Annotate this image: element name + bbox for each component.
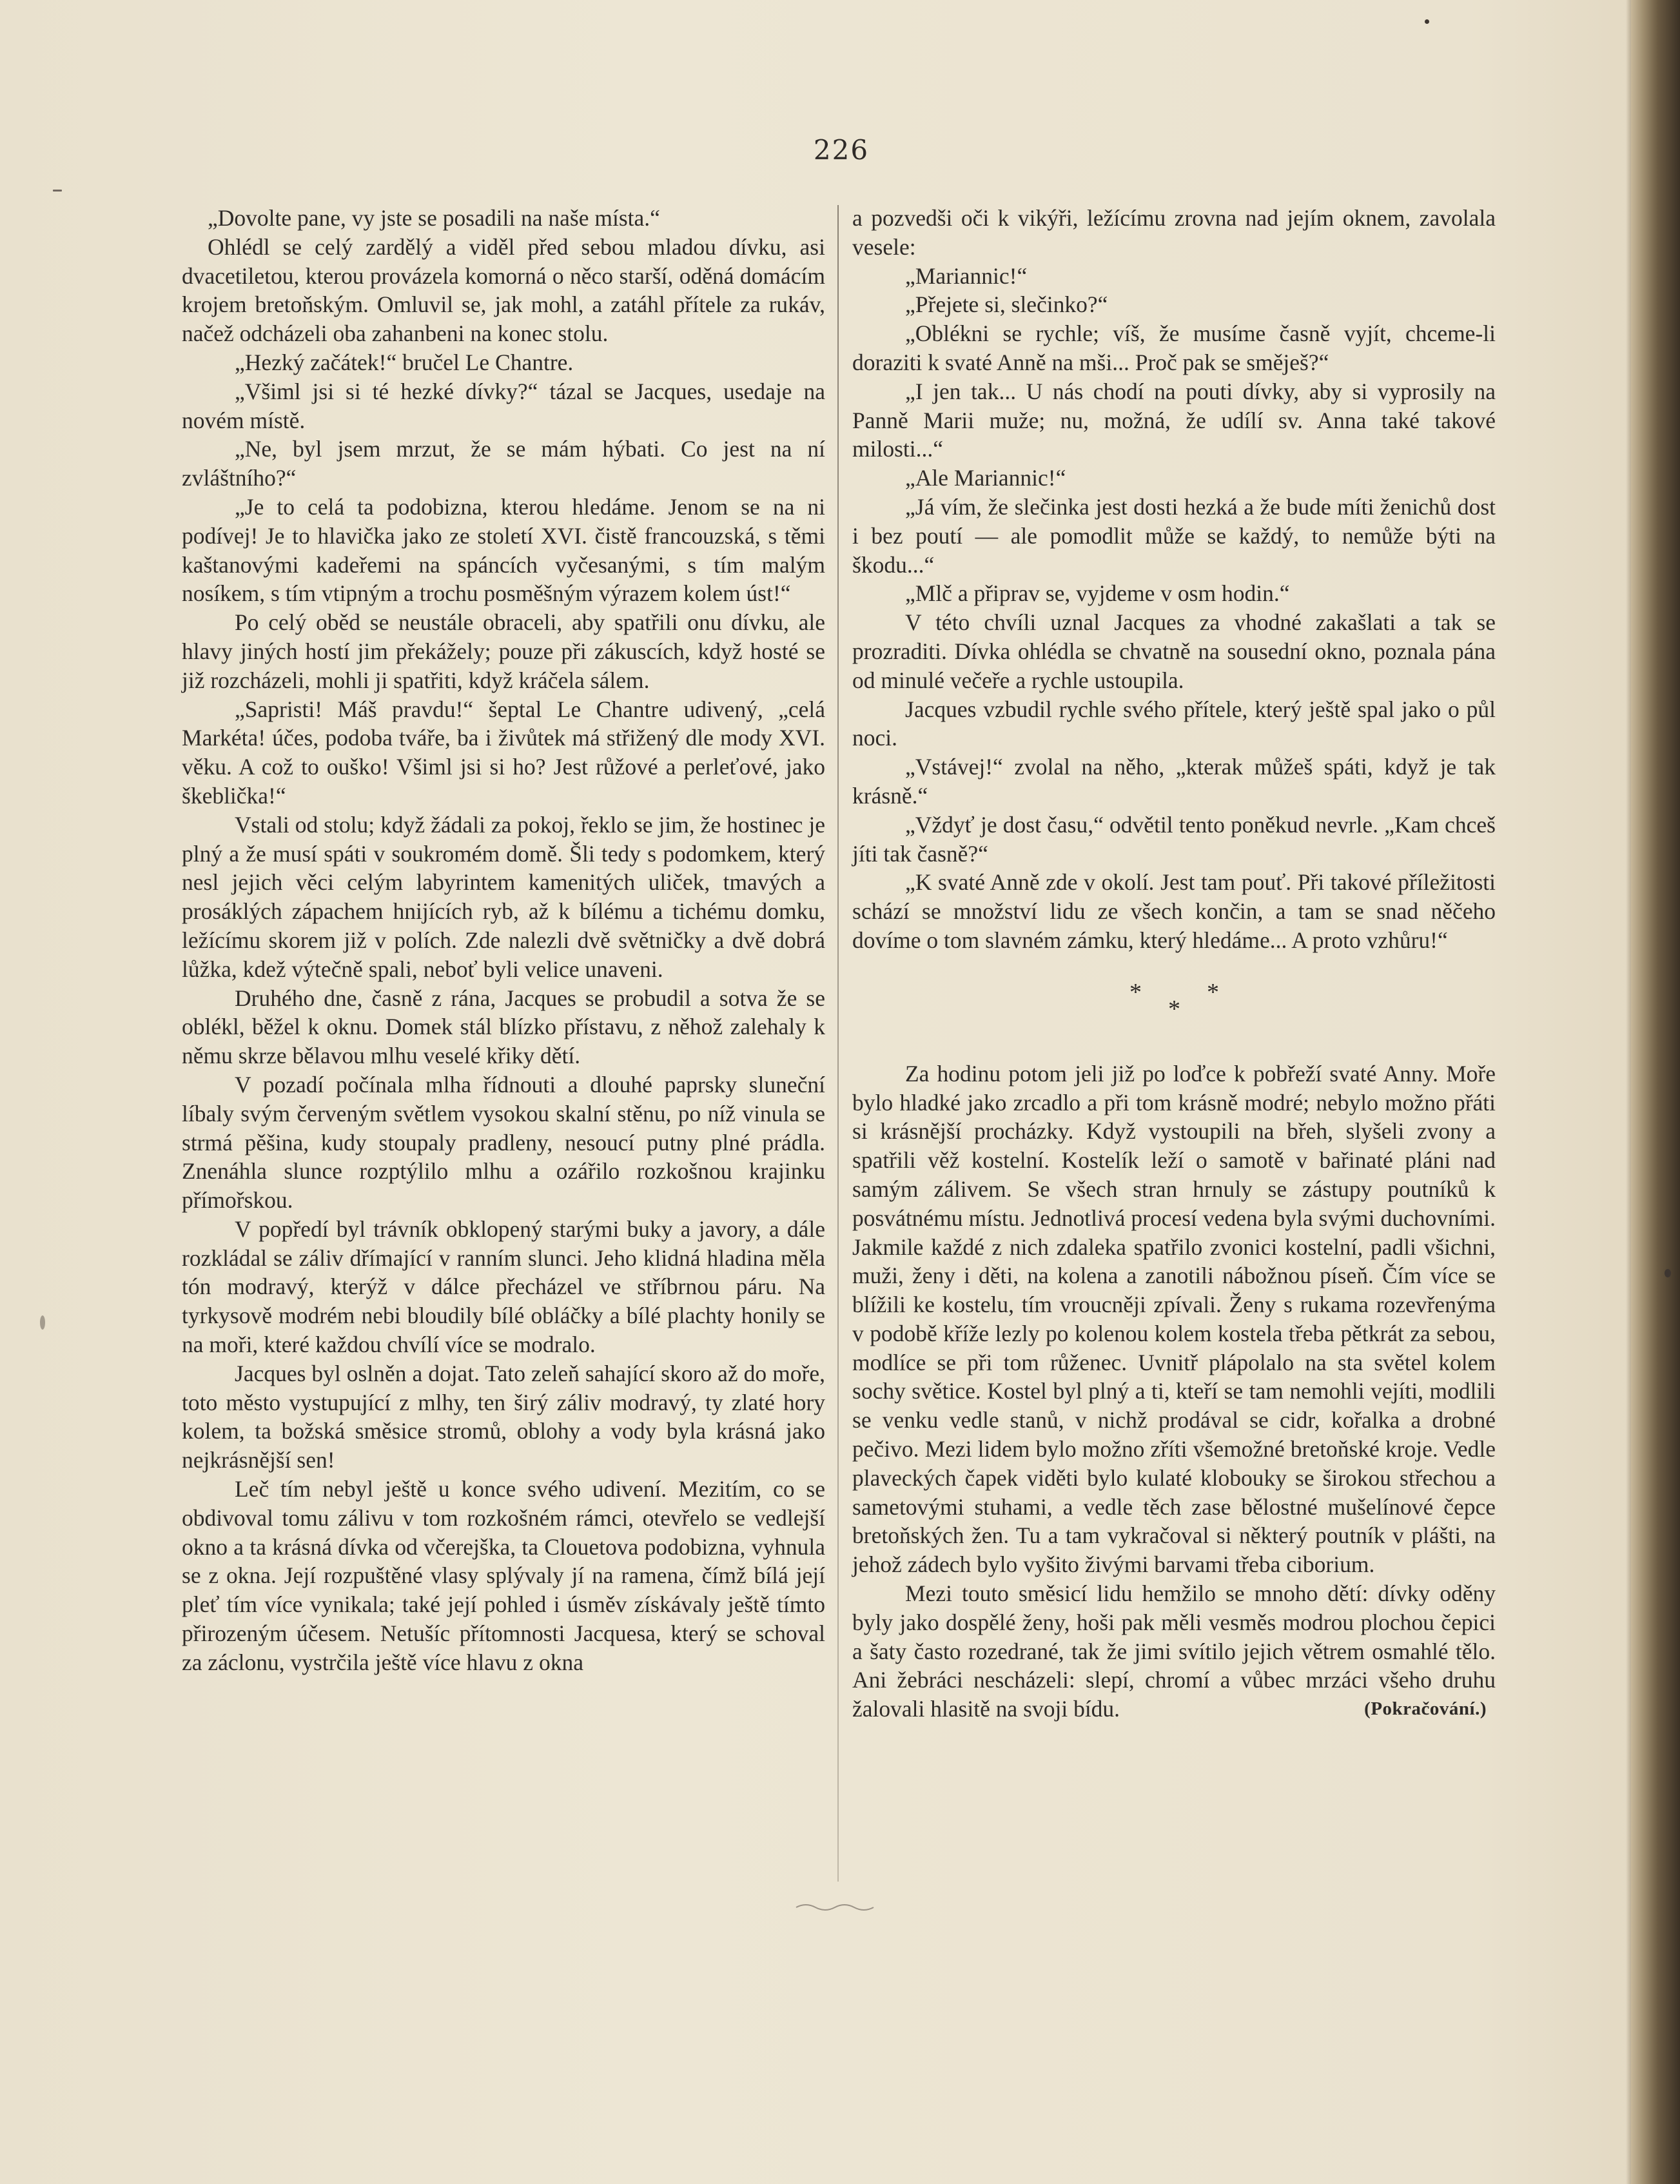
- paragraph: „K svaté Anně zde v okolí. Jest tam pouť. Při takové příležitosti schází se množství lidu ze všech končin, a tam se snad něčeho dovíme o tom slavném zámku, který hledáme... A proto vzhůru!“: [852, 869, 1496, 953]
- paragraph: „Sapristi! Máš pravdu!“ šeptal Le Chantre udivený, „celá Markéta! účes, podoba tváře, ba i živůtek má střižený dle mody XVI. věku. A což to ouško! Všiml jsi si ho? Jest růžové a perleťové, jako škeblička!“: [182, 696, 825, 809]
- paragraph: „Dovolte pane, vy jste se posadili na naše místa.“: [208, 205, 660, 231]
- paper-speck: [40, 1315, 45, 1330]
- paragraph: Leč tím nebyl ještě u konce svého udivení. Mezitím, co se obdivoval tomu zálivu v tom rozkošném rámci, otevřelo se vedlejší okno a ta krásná dívka od včerejška, ta Clouetova podobizna, vyhnula se z okna. Její rozpuštěné vlasy splývaly jí na ramena, čímž bílá její pleť tím více vynikala; také její pohled i úsměv získávaly ještě tímto přirozeným účesem. Netušíc přítomnosti Jacquesa, který se schoval za záclonu, vystrčila ještě více hlavu z okna: [182, 1476, 825, 1675]
- paragraph: „Mlč a připrav se, vyjdeme v osm hodin.“: [905, 580, 1290, 607]
- book-binding: [1631, 0, 1680, 2184]
- paragraph: V popředí byl trávník obklopený starými buky a javory, a dále rozkládal se záliv dřímající v ranním slunci. Jeho klidná hladina měla tón modravý, kterýž v dálce přecházel ve stříbrnou páru. Na tyrkysově modrém nebi bloudily bílé obláčky a bílé plachty honily se na moři, které každou chvílí více se modralo.: [182, 1215, 825, 1358]
- paragraph: „Mariannic!“: [905, 262, 1028, 289]
- paragraph: „Je to celá ta podobizna, kterou hledáme. Jenom se na ni podívej! Je to hlavička jako ze století XVI. čistě francouzská, s těmi kaštanovými kadeřemi na spáncích vyčesanými, s tím malým nosíkem, s tím vtipným a trochu posměšným výrazem kolem úst!“: [182, 493, 825, 607]
- paragraph: „Oblékni se rychle; víš, že musíme časně vyjít, chceme-li doraziti k svaté Anně na mši... Proč pak se směješ?“: [852, 320, 1496, 375]
- page-number: 226: [813, 134, 870, 166]
- paragraph: „Všiml jsi si té hezké dívky?“ tázal se Jacques, usedaje na novém místě.: [182, 378, 825, 433]
- paragraph: „Ale Mariannic!“: [905, 465, 1066, 491]
- paragraph-text: Mezi touto směsicí lidu hemžilo se mnoho dětí: dívky oděny byly jako dospělé ženy, hoši pak měli vesměs modrou plochou čepici a šaty často rozedrané, tak že jimi svítilo jejich větrem osmahlé tělo. Ani žebráci nescházeli: slepí, chromí a vůbec mrzáci všeho druhu žalovali hlasitě na svoji bídu.: [852, 1580, 1496, 1722]
- paragraph: Jacques byl oslněn a dojat. Tato zeleň sahající skoro až do moře, toto město vystupující z mlhy, ten širý záliv modravý, ty zlaté hory kolem, ta božská směsice stromů, oblohy a vody byla krásná jako nejkrásnější sen!: [182, 1360, 825, 1473]
- paragraph: Ohlédl se celý zardělý a viděl před sebou mladou dívku, asi dvacetiletou, kterou provázela komorná o něco starší, oděná domácím krojem bretoňským. Omluvil se, jak mohl, a zatáhl přítele za rukáv, načež odcházeli oba zahanbeni na konec stolu.: [182, 233, 825, 347]
- paragraph: [852, 1579, 1496, 1724]
- column-divider: [837, 205, 839, 1882]
- paper-speck: [53, 190, 62, 192]
- paragraph: „Vstávej!“ zvolal na něho, „kterak můžeš spáti, když je tak krásně.“: [852, 754, 1496, 809]
- paragraph: Druhého dne, časně z rána, Jacques se probudil a sotva že se oblékl, běžel k oknu. Domek stál blízko přístavu, z něhož zalehaly k němu skrze bělavou mlhu veselé křiky dětí.: [182, 985, 825, 1069]
- paragraph: a pozvedši oči k vikýři, ležícímu zrovna nad jejím oknem, zavolala vesele:: [852, 205, 1496, 260]
- paragraph: V pozadí počínala mlha řídnouti a dlouhé paprsky sluneční líbaly svým červeným světlem vysokou skalní stěnu, po níž vinula se strmá pěšina, kudy stoupaly pradleny, nesoucí putny plné prádla. Znenáhla slunce rozptýlilo mlhu a ozářilo rozkošnou krajinku přímořskou.: [182, 1071, 825, 1214]
- paragraph: Vstali od stolu; když žádali za pokoj, řeklo se jim, že hostinec je plný a že musí spáti v soukromém domě. Šli tedy s podomkem, který nesl jejich věci celým labyrintem kamenitých uliček, tmavých a prosáklých zápachem hnijících ryb, až k bílému a tichému domku, ležícímu skorem již v polích. Zde nalezli dvě světničky a dvě dobrá lůžka, kdež výtečně spali, neboť byli velice unaveni.: [182, 811, 825, 982]
- paragraph: „Hezký začátek!“ bručel Le Chantre.: [235, 349, 574, 375]
- continuation-note: (Pokračování.): [1364, 1698, 1487, 1720]
- asterisk: *: [1129, 978, 1142, 1006]
- left-column: [182, 204, 825, 1677]
- end-ornament: [793, 1900, 877, 1913]
- paragraph: Jacques vzbudil rychle svého přítele, který ještě spal jako o půl noci.: [852, 696, 1496, 751]
- paragraph: „Vždyť je dost času,“ odvětil tento poněkud nevrle. „Kam chceš jíti tak časně?“: [852, 811, 1496, 867]
- asterisk: *: [1168, 995, 1180, 1023]
- paper-speck: [1665, 1269, 1671, 1277]
- spacing: [852, 1034, 1496, 1059]
- right-column: [852, 204, 1496, 1724]
- paragraph: V této chvíli uznal Jacques za vhodné zakašlati a tak se prozraditi. Dívka ohlédla se chvatně na sousední okno, poznala pána od minulé večeře a rychle ustoupila.: [852, 609, 1496, 693]
- paragraph: „Já vím, že slečinka jest dosti hezká a že bude míti ženichů dost i bez poutí — ale pomodlit může se každý, to nemůže býti na škodu...“: [852, 493, 1496, 578]
- paragraph: Za hodinu potom jeli již po loďce k pobřeží svaté Anny. Moře bylo hladké jako zrcadlo a při tom krásně modré; nebylo možno přáti si krásnější procházky. Když vystoupili na břeh, slyšeli zvony a spatřili věž kostelní. Kostelík leží o samotě v bařinaté pláni nad samým zálivem. Se všech stran hrnuly se zástupy poutníků k posvátnému místu. Jednotlivá procesí vedena byla svými duchovními. Jakmile každé z nich zdaleka spatřilo zvonici kostelní, padli všichni, muži, ženy i děti, na kolena a zanotili nábožnou píseň. Čím více se blížili ke kostelu, tím vroucněji zpívali. Ženy s rukama rozevřenýma v podobě kříže lezly po kolenou kolem kostela třeba pětkrát za sebou, modlíce se při tom růženec. Uvnitř plápolalo na sta světel kolem sochy světice. Kostel byl plný a ti, kteří se tam nemohli vejíti, modlili se venku vedle stanů, v nichž prodával se cidr, kořalka a drobné pečivo. Mezi lidem bylo možno zříti všemožné bretoňské kroje. Vedle plaveckých čapek viděti bylo kulaté klobouky se širokou střechou a sametovými stuhami, a vedle těch zase bělostné mušelínové čepce bretoňských žen. Tu a tam vykračoval si některý poutník v plášti, na jehož zádech bylo vyšito živými barvami třeba ciborium.: [852, 1060, 1496, 1578]
- paragraph: „I jen tak... U nás chodí na pouti dívky, aby si vyprosily na Panně Marii muže; nu, možná, že udílí sv. Anna také takové milosti...“: [852, 378, 1496, 462]
- paragraph: „Přejete si, slečinko?“: [905, 291, 1108, 318]
- paper-speck: [1425, 19, 1429, 24]
- paragraph: Po celý oběd se neustále obraceli, aby spatřili onu dívku, ale hlavy jiných hostí jim překážely; pouze při zákuscích, když hosté se již rozcházeli, mohli ji spatřiti, když kráčela sálem.: [182, 609, 825, 693]
- section-break-asterism: [852, 967, 1496, 1026]
- asterisk: *: [1207, 978, 1219, 1006]
- paragraph: „Ne, byl jsem mrzut, že se mám hýbati. Co jest na ní zvláštního?“: [182, 436, 825, 491]
